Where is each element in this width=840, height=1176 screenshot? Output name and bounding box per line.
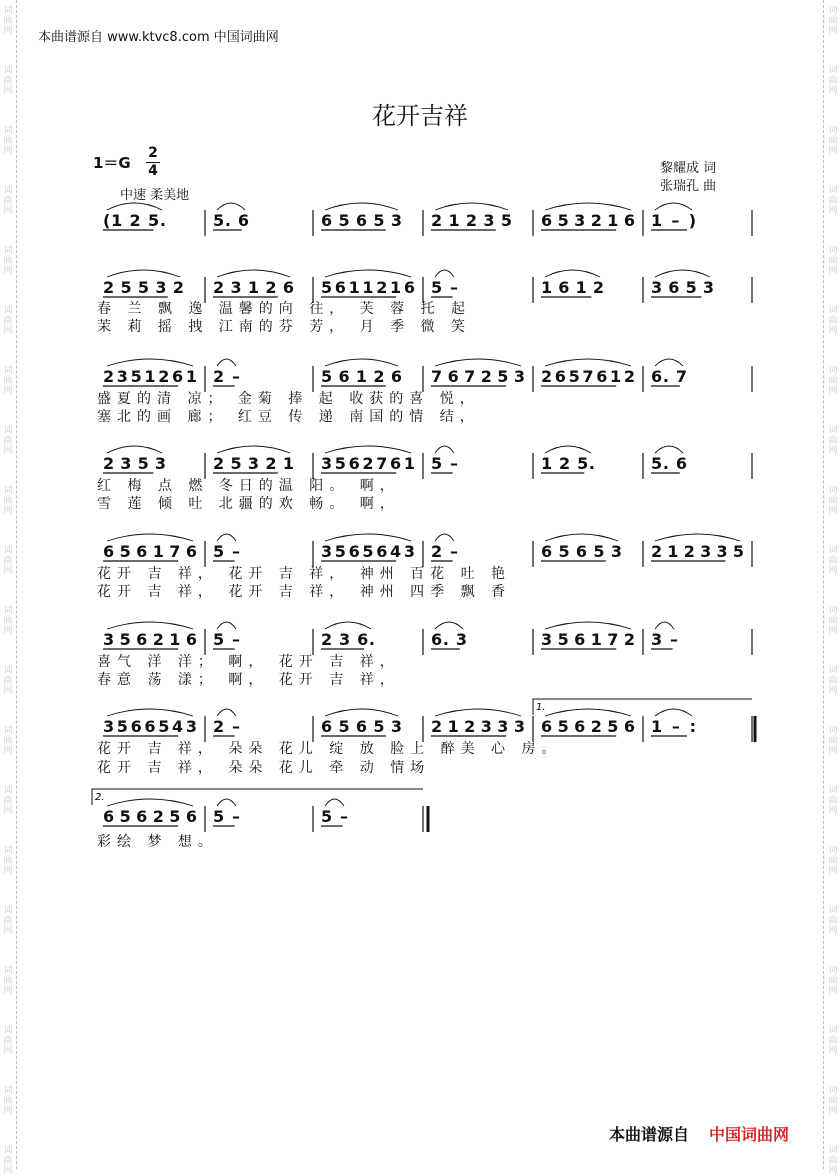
slur-arc bbox=[325, 270, 411, 277]
footer-prefix: 本曲谱源自 bbox=[609, 1125, 690, 1144]
watermark-mark: 词 曲 网 bbox=[3, 246, 13, 276]
slur-arc bbox=[217, 203, 245, 210]
composer-credit: 张瑞孔 曲 bbox=[660, 179, 717, 194]
measure-notes: 6 5 6 5 3 bbox=[321, 211, 402, 230]
watermark-mark: 词 曲 网 bbox=[828, 426, 838, 456]
slur-arc bbox=[655, 270, 710, 277]
measure-notes: 2 5 3 2 1 bbox=[213, 454, 294, 473]
lyric-line: 春 兰 飘 逸 温馨的向 往， 芙 蓉 托 起 bbox=[97, 301, 472, 317]
measure-notes: 6. 3 bbox=[431, 630, 467, 649]
measure-notes: 2 3 1 2 6 bbox=[213, 278, 294, 297]
slur-arc bbox=[107, 359, 193, 366]
watermark-mark: 词 曲 网 bbox=[3, 786, 13, 816]
watermark-mark: 词 曲 网 bbox=[828, 66, 838, 96]
slur-arc bbox=[545, 203, 631, 210]
measure-notes: 6. 7 bbox=[651, 367, 687, 386]
meter-bottom: 4 bbox=[148, 163, 158, 179]
watermark-mark: 词 曲 网 bbox=[828, 1146, 838, 1176]
meter-top: 2 bbox=[148, 145, 158, 161]
measure-notes: 3 5 6 2 1 6 bbox=[103, 630, 197, 649]
tempo-marking: 中速 柔美地 bbox=[120, 188, 190, 203]
slur-arc bbox=[655, 534, 740, 541]
slur-arc bbox=[435, 446, 454, 453]
watermark-mark: 词 曲 网 bbox=[3, 846, 13, 876]
watermark-mark: 词 曲 网 bbox=[3, 426, 13, 456]
watermark-mark: 词 曲 网 bbox=[828, 906, 838, 936]
measure-notes: 5 – bbox=[431, 278, 458, 297]
slur-arc bbox=[655, 622, 674, 629]
measure-notes: 1 – ) bbox=[651, 211, 696, 230]
slur-arc bbox=[325, 359, 398, 366]
measure-notes: 3 5 6 5 6 4 3 bbox=[321, 542, 415, 561]
slur-arc bbox=[107, 203, 162, 210]
slur-arc bbox=[217, 359, 236, 366]
volta-label: 1. bbox=[536, 702, 546, 713]
measure-notes: 3 5 6 1 7 2 bbox=[541, 630, 635, 649]
watermark-mark: 词 曲 网 bbox=[3, 1086, 13, 1116]
measure-notes: 1 2 5. bbox=[541, 454, 595, 473]
volta-bracket bbox=[92, 789, 423, 805]
slur-arc bbox=[217, 709, 236, 716]
slur-arc bbox=[545, 622, 631, 629]
slur-arc bbox=[107, 709, 193, 716]
measure-notes: 7 6 7 2 5 3 bbox=[431, 367, 525, 386]
watermark-mark: 词 曲 网 bbox=[828, 186, 838, 216]
lyric-line: 红 梅 点 燃 冬日的温 阳。 啊， bbox=[97, 478, 400, 494]
measure-notes: 5 6 1 1 2 1 6 bbox=[321, 278, 415, 297]
watermark-mark: 词 曲 网 bbox=[3, 1026, 13, 1056]
measure-notes: 5 – bbox=[213, 807, 240, 826]
measure-notes: 5 – bbox=[213, 542, 240, 561]
watermark-mark: 词 曲 网 bbox=[3, 606, 13, 636]
watermark-mark: 词 曲 网 bbox=[828, 246, 838, 276]
slur-arc bbox=[107, 270, 180, 277]
slur-arc bbox=[107, 534, 193, 541]
measure-notes: 3 5 6 2 7 6 1 bbox=[321, 454, 415, 473]
slur-arc bbox=[217, 534, 236, 541]
footer-source bbox=[609, 1122, 789, 1145]
slur-arc bbox=[435, 534, 454, 541]
slur-arc bbox=[325, 534, 411, 541]
watermark-mark: 词 曲 网 bbox=[3, 966, 13, 996]
measure-notes: 6 5 6 5 3 bbox=[321, 717, 402, 736]
lyric-line: 盛夏的清 凉； 金菊 捧 起 收获的喜 悦， bbox=[97, 391, 480, 407]
lyric-line: 彩绘 梦 想。 bbox=[97, 834, 218, 850]
measure-notes: 5 – bbox=[431, 454, 458, 473]
slur-arc bbox=[655, 709, 692, 716]
measure-notes: 5. 6 bbox=[651, 454, 687, 473]
measure-notes: 3 6 5 3 bbox=[651, 278, 714, 297]
slur-arc bbox=[435, 359, 521, 366]
watermark-mark: 词 曲 网 bbox=[828, 1026, 838, 1056]
watermark-mark: 词 曲 网 bbox=[828, 1086, 838, 1116]
lyric-line: 花开 吉 祥， 朵朵 花儿 牵 动 情场 bbox=[97, 760, 431, 776]
slur-arc bbox=[435, 203, 508, 210]
measure-notes: 6 5 6 1 7 6 bbox=[103, 542, 197, 561]
lyric-line: 花开 吉 祥， 花开 吉 祥， 神州 四季 飘 香 bbox=[97, 584, 512, 600]
watermark-mark: 词 曲 网 bbox=[3, 186, 13, 216]
watermark-mark: 词 曲 网 bbox=[828, 366, 838, 396]
measure-notes: 1 6 1 2 bbox=[541, 278, 604, 297]
watermark-mark: 词 曲 网 bbox=[3, 726, 13, 756]
measure-notes: 6 5 6 2 5 6 bbox=[103, 807, 197, 826]
volta-label: 2. bbox=[95, 792, 105, 803]
slur-arc bbox=[107, 799, 193, 806]
lyric-line: 喜气 洋 洋； 啊， 花开 吉 祥， bbox=[97, 654, 400, 670]
watermark-mark: 词 曲 网 bbox=[3, 306, 13, 336]
slur-arc bbox=[545, 534, 618, 541]
slur-arc bbox=[325, 622, 371, 629]
measure-notes: 1 – : bbox=[651, 717, 696, 736]
measure-notes: 2 5 5 3 2 bbox=[103, 278, 184, 297]
watermark-mark: 词 曲 网 bbox=[3, 546, 13, 576]
watermark-mark: 词 曲 网 bbox=[828, 846, 838, 876]
watermark-mark: 词 曲 网 bbox=[3, 366, 13, 396]
watermark-mark: 词 曲 网 bbox=[828, 606, 838, 636]
measure-notes: 3 5 6 6 5 4 3 bbox=[103, 717, 197, 736]
lyricist-credit: 黎耀成 词 bbox=[660, 161, 717, 176]
measure-notes: 5 – bbox=[321, 807, 348, 826]
slur-arc bbox=[325, 709, 398, 716]
slur-arc bbox=[655, 359, 683, 366]
measure-notes: 2 3 5 3 bbox=[103, 454, 166, 473]
measure-notes: 5 – bbox=[213, 630, 240, 649]
slur-arc bbox=[435, 709, 521, 716]
measure-notes: 2 6 5 7 6 1 2 bbox=[541, 367, 635, 386]
lyric-line: 塞北的画 廊； 红豆 传 递 南国的情 结， bbox=[97, 409, 480, 425]
song-title: 花开吉祥 bbox=[372, 102, 468, 130]
measure-notes: 2 1 2 3 3 5 bbox=[651, 542, 744, 561]
measure-notes: 5. 6 bbox=[213, 211, 249, 230]
measure-notes: 5 6 1 2 6 bbox=[321, 367, 402, 386]
watermark-mark: 词 曲 网 bbox=[3, 666, 13, 696]
watermark-mark: 词 曲 网 bbox=[3, 126, 13, 156]
watermark-mark: 词 曲 网 bbox=[828, 726, 838, 756]
key-signature: 1＝G bbox=[93, 154, 131, 172]
lyric-line: 茉 莉 摇 拽 江南的芬 芳， 月 季 微 笑 bbox=[97, 319, 472, 335]
source-line: 本曲谱源自 www.ktvc8.com 中国词曲网 bbox=[38, 30, 279, 45]
measure-notes: 2 – bbox=[213, 717, 240, 736]
measure-notes: 2 3 6. bbox=[321, 630, 375, 649]
watermark-mark: 词 曲 网 bbox=[828, 966, 838, 996]
measure-notes: 6 5 3 2 1 6 bbox=[541, 211, 635, 230]
measure-notes: 6 5 6 5 3 bbox=[541, 542, 622, 561]
slur-arc bbox=[325, 799, 344, 806]
watermark-mark: 词 曲 网 bbox=[828, 486, 838, 516]
measure-notes: 2 1 2 3 5 bbox=[431, 211, 512, 230]
slur-arc bbox=[217, 446, 290, 453]
slur-arc bbox=[435, 622, 463, 629]
measure-notes: (1 2 5. bbox=[103, 211, 166, 230]
lyric-line: 花开 吉 祥， 朵朵 花儿 绽 放 脸上 醉美 心 房。 bbox=[97, 741, 562, 757]
watermark-mark: 词 曲 网 bbox=[3, 906, 13, 936]
slur-arc bbox=[545, 446, 591, 453]
watermark-mark: 词 曲 网 bbox=[3, 1146, 13, 1176]
watermark-mark: 词 曲 网 bbox=[828, 306, 838, 336]
slur-arc bbox=[217, 270, 290, 277]
slur-arc bbox=[107, 446, 162, 453]
watermark-mark: 词 曲 网 bbox=[3, 6, 13, 36]
slur-arc bbox=[325, 446, 411, 453]
lyric-line: 花开 吉 祥， 花开 吉 祥， 神州 百花 吐 艳 bbox=[97, 566, 512, 582]
slur-arc bbox=[655, 446, 683, 453]
lyric-line: 雪 莲 倾 吐 北疆的欢 畅。 啊， bbox=[97, 496, 400, 512]
volta-bracket bbox=[533, 699, 752, 715]
slur-arc bbox=[655, 203, 692, 210]
measure-notes: 3 – bbox=[651, 630, 678, 649]
slur-arc bbox=[545, 270, 600, 277]
lyric-line: 春意 荡 漾； 啊， 花开 吉 祥， bbox=[97, 672, 400, 688]
watermark-mark: 词 曲 网 bbox=[828, 666, 838, 696]
slur-arc bbox=[325, 203, 398, 210]
measure-notes: 2 3 5 1 2 6 1 bbox=[103, 367, 197, 386]
watermark-mark: 词 曲 网 bbox=[828, 786, 838, 816]
watermark-mark: 词 曲 网 bbox=[3, 66, 13, 96]
watermark-mark: 词 曲 网 bbox=[3, 486, 13, 516]
watermark-mark: 词 曲 网 bbox=[828, 546, 838, 576]
slur-arc bbox=[107, 622, 193, 629]
slur-arc bbox=[217, 799, 236, 806]
measure-notes: 2 – bbox=[431, 542, 458, 561]
watermark-mark: 词 曲 网 bbox=[828, 126, 838, 156]
slur-arc bbox=[545, 709, 631, 716]
slur-arc bbox=[435, 270, 454, 277]
slur-arc bbox=[545, 359, 631, 366]
slur-arc bbox=[217, 622, 236, 629]
measure-notes: 2 1 2 3 3 3 bbox=[431, 717, 525, 736]
footer-site-name: 中国词曲网 bbox=[709, 1125, 790, 1144]
measure-notes: 6 5 6 2 5 6 bbox=[541, 717, 635, 736]
measure-notes: 2 – bbox=[213, 367, 240, 386]
watermark-mark: 词 曲 网 bbox=[828, 6, 838, 36]
